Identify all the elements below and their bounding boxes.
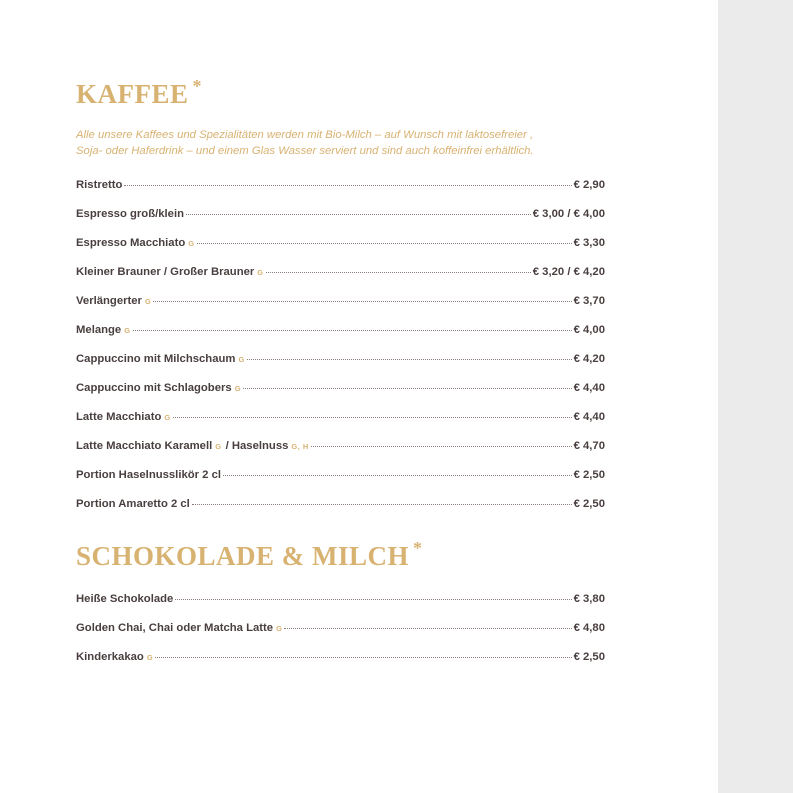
menu-item-name bbox=[76, 411, 171, 423]
menu-item bbox=[76, 266, 605, 295]
dot-leader bbox=[186, 214, 531, 215]
schokolade-star: * bbox=[413, 538, 423, 558]
menu-item-name bbox=[76, 440, 309, 452]
dot-leader bbox=[284, 628, 571, 629]
dot-leader bbox=[192, 504, 572, 505]
menu-item-label: Melange bbox=[76, 324, 122, 336]
menu-item bbox=[76, 295, 605, 324]
menu-item-price: € 4,40 bbox=[573, 382, 605, 394]
allergen-tag: G bbox=[124, 326, 131, 335]
menu-item bbox=[76, 179, 605, 208]
allergen-tag: G bbox=[257, 268, 264, 277]
menu-item bbox=[76, 593, 605, 622]
menu-item-price: € 4,00 bbox=[573, 324, 605, 336]
menu-item-label: Kleiner Brauner / Großer Brauner bbox=[76, 266, 255, 278]
kaffee-star: * bbox=[192, 76, 203, 96]
menu-item-name bbox=[76, 382, 241, 394]
menu-item-price: € 4,40 bbox=[573, 411, 605, 423]
menu-item-name bbox=[76, 353, 245, 365]
allergen-tag: G bbox=[144, 297, 152, 306]
dot-leader bbox=[247, 359, 572, 360]
menu-item-label: Latte Macchiato bbox=[76, 411, 162, 423]
dot-leader bbox=[223, 475, 572, 476]
dot-leader bbox=[197, 243, 572, 244]
menu-item-label: Portion Haselnusslikör 2 cl bbox=[76, 469, 222, 481]
kaffee-intro bbox=[76, 127, 605, 159]
dot-leader bbox=[124, 185, 571, 186]
menu-item bbox=[76, 237, 605, 266]
dot-leader bbox=[155, 657, 571, 658]
allergen-tag: G bbox=[188, 239, 195, 248]
menu-item-label: Cappuccino mit Schlagobers bbox=[76, 382, 232, 394]
kaffee-intro-line1: Alle unsere Kaffees und Spezialitäten werden mit Bio-Milch – auf Wunsch mit laktosefreier , bbox=[76, 129, 534, 141]
menu-item-label: Espresso Macchiato bbox=[76, 237, 186, 249]
menu-item-label: Golden Chai, Chai oder Matcha Latte bbox=[76, 622, 274, 634]
allergen-tag: G bbox=[234, 384, 242, 393]
menu-item bbox=[76, 498, 605, 527]
allergen-tag-secondary: G, H bbox=[291, 442, 309, 451]
dot-leader bbox=[243, 388, 572, 389]
menu-item bbox=[76, 353, 605, 382]
kaffee-menu-list bbox=[76, 179, 605, 527]
kaffee-title: KAFFEE bbox=[76, 79, 189, 109]
allergen-tag: G bbox=[146, 653, 154, 662]
menu-item bbox=[76, 469, 605, 498]
dot-leader bbox=[311, 446, 572, 447]
menu-item bbox=[76, 440, 605, 469]
dot-leader bbox=[153, 301, 571, 302]
menu-item-name bbox=[76, 266, 264, 278]
menu-item bbox=[76, 411, 605, 440]
allergen-tag: G bbox=[238, 355, 245, 364]
menu-item-name bbox=[76, 593, 173, 605]
menu-item-name bbox=[76, 208, 184, 220]
menu-item-label-secondary: / Haselnuss bbox=[225, 440, 289, 452]
dot-leader bbox=[173, 417, 572, 418]
menu-item-name bbox=[76, 498, 190, 510]
menu-item bbox=[76, 208, 605, 237]
allergen-tag: G bbox=[215, 442, 222, 451]
dot-leader bbox=[133, 330, 572, 331]
schokolade-menu-list bbox=[76, 593, 605, 680]
menu-item-price: € 3,00 / € 4,00 bbox=[532, 208, 605, 220]
allergen-tag: G bbox=[276, 624, 283, 633]
dot-leader bbox=[266, 272, 531, 273]
menu-item-label: Ristretto bbox=[76, 179, 123, 191]
menu-item-price: € 3,80 bbox=[573, 593, 605, 605]
menu-item-name bbox=[76, 622, 282, 634]
menu-item-name bbox=[76, 295, 151, 307]
menu-item-label: Cappuccino mit Milchschaum bbox=[76, 353, 236, 365]
menu-item-label: Portion Amaretto 2 cl bbox=[76, 498, 190, 510]
schokolade-heading bbox=[76, 538, 423, 571]
menu-item-name bbox=[76, 469, 221, 481]
menu-item-name bbox=[76, 237, 195, 249]
menu-item bbox=[76, 382, 605, 411]
right-margin-panel bbox=[718, 0, 793, 793]
menu-item-label: Kinderkakao bbox=[76, 651, 144, 663]
menu-item-name bbox=[76, 651, 153, 663]
menu-item bbox=[76, 324, 605, 353]
menu-item-price: € 3,20 / € 4,20 bbox=[532, 266, 605, 278]
menu-item-label: Verlängerter bbox=[76, 295, 142, 307]
menu-item bbox=[76, 622, 605, 651]
menu-item-price: € 4,20 bbox=[573, 353, 605, 365]
menu-item-price: € 2,90 bbox=[573, 179, 605, 191]
schokolade-title: SCHOKOLADE & MILCH bbox=[76, 541, 410, 571]
menu-item-price: € 2,50 bbox=[573, 469, 605, 481]
menu-item-price: € 3,70 bbox=[573, 295, 605, 307]
menu-item-price: € 2,50 bbox=[573, 498, 605, 510]
menu-item-price: € 3,30 bbox=[573, 237, 605, 249]
kaffee-heading bbox=[76, 76, 203, 109]
menu-item-name bbox=[76, 179, 122, 191]
menu-item-label: Heiße Schokolade bbox=[76, 593, 174, 605]
menu-item-price: € 4,70 bbox=[573, 440, 605, 452]
menu-item bbox=[76, 651, 605, 680]
menu-item-price: € 4,80 bbox=[573, 622, 605, 634]
menu-item-price: € 2,50 bbox=[573, 651, 605, 663]
menu-item-name bbox=[76, 324, 131, 336]
dot-leader bbox=[175, 599, 571, 600]
menu-item-label: Espresso groß/klein bbox=[76, 208, 184, 220]
kaffee-intro-line2: Soja- oder Haferdrink – und einem Glas Wasser serviert und sind auch koffeinfrei erhältlich. bbox=[76, 145, 534, 157]
menu-item-label: Latte Macchiato Karamell bbox=[76, 440, 213, 452]
allergen-tag: G bbox=[164, 413, 171, 422]
